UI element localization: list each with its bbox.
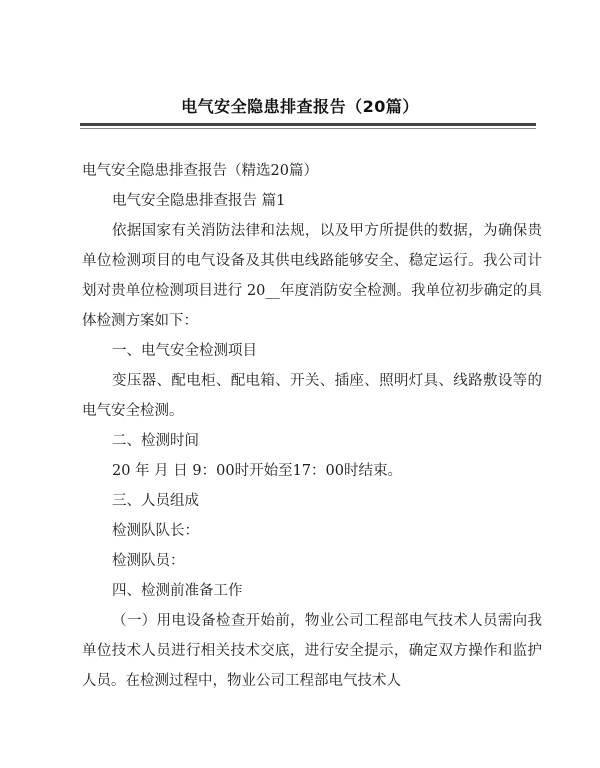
page-title: 电气安全隐患排查报告（20篇） xyxy=(181,97,419,116)
section-heading-3: 三、人员组成 xyxy=(112,493,199,509)
title-divider xyxy=(80,123,536,126)
team-leader-line: 检测队队长： xyxy=(112,523,199,539)
article-heading: 电气安全隐患排查报告 篇1 xyxy=(112,193,286,209)
team-members-line: 检测队员： xyxy=(112,553,185,569)
section-heading-1: 一、电气安全检测项目 xyxy=(112,343,257,359)
title-divider-thin xyxy=(80,128,536,129)
section-heading-2: 二、检测时间 xyxy=(112,433,199,449)
paragraph-preparation: （一）用电设备检查开始前，物业公司工程部电气技术人员需向我单位技术人员进行相关技术交底，进行安全提示，确定双方操作和监护人员。在检测过程中，物业公司工程部电气技术人 xyxy=(82,613,542,689)
section-heading-4: 四、检测前准备工作 xyxy=(112,583,243,599)
paragraph-items: 变压器、配电柜、配电箱、开关、插座、照明灯具、线路敷设等的电气安全检测。 xyxy=(82,373,542,419)
paragraph-time: 20 年 月 日 9：00时开始至17：00时结束。 xyxy=(112,463,402,479)
document-subtitle: 电气安全隐患排查报告（精选20篇） xyxy=(82,163,318,179)
document-body xyxy=(82,156,542,696)
paragraph-intro: 依据国家有关消防法律和法规，以及甲方所提供的数据，为确保贵单位检测项目的电气设备及其供电线路能够安全、稳定运行。我公司计划对贵单位检测项目进行 20__年度消防安全检测。我单位初步确定的具体检测方案如下： xyxy=(82,223,542,329)
